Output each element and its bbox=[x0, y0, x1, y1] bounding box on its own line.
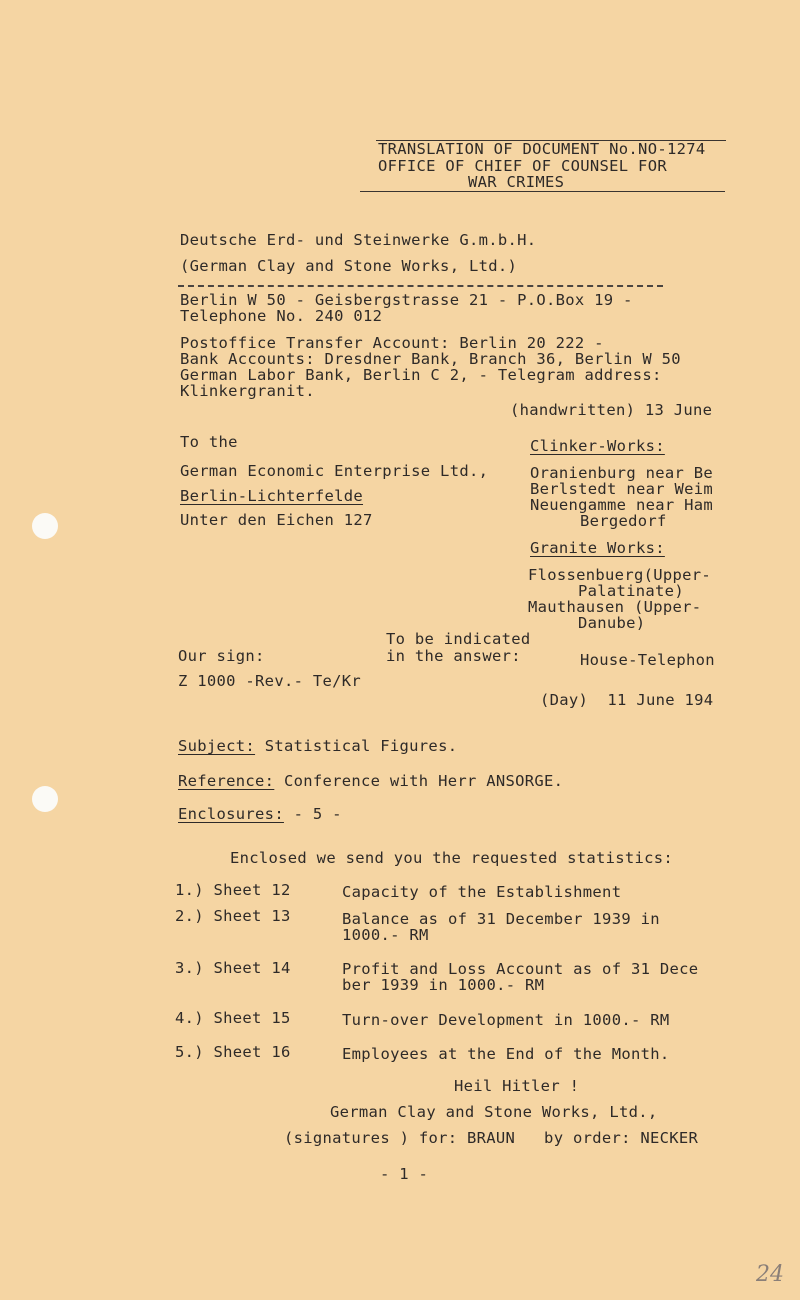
reference-label: Reference: bbox=[178, 772, 275, 790]
company-name-english: (German Clay and Stone Works, Ltd.) bbox=[180, 257, 518, 275]
indicate-line-2: in the answer: bbox=[386, 647, 521, 665]
closing-salutation: Heil Hitler ! bbox=[454, 1077, 580, 1095]
clinker-work-2: Berlstedt near Weim bbox=[530, 480, 714, 498]
letterhead-dashed-rule bbox=[178, 285, 663, 287]
subject-label: Subject: bbox=[178, 737, 256, 755]
item-1-desc: Capacity of the Establishment bbox=[342, 883, 622, 901]
page-number: - 1 - bbox=[380, 1165, 429, 1183]
item-3-number: 3.) Sheet 14 bbox=[175, 959, 291, 977]
company-address-1: Berlin W 50 - Geisbergstrasse 21 - P.O.Box 19 - bbox=[180, 291, 633, 309]
house-telephone: House-Telephon bbox=[580, 651, 715, 669]
recipient-street: Unter den Eichen 127 bbox=[180, 511, 373, 529]
punch-hole-bottom bbox=[32, 786, 58, 812]
closing-firm: German Clay and Stone Works, Ltd., bbox=[330, 1103, 658, 1121]
bank-line-4: Klinkergranit. bbox=[180, 382, 315, 400]
handwritten-date: (handwritten) 13 June bbox=[510, 401, 713, 419]
punch-hole-top bbox=[32, 513, 58, 539]
bank-line-1: Postoffice Transfer Account: Berlin 20 222 - bbox=[180, 334, 604, 352]
enclosures-line bbox=[178, 806, 342, 823]
enclosures-text: - 5 - bbox=[283, 805, 342, 823]
letter-date: (Day) 11 June 194 bbox=[540, 691, 714, 709]
company-address-2: Telephone No. 240 012 bbox=[180, 307, 383, 325]
clinker-work-4: Bergedorf bbox=[580, 512, 667, 530]
granite-work-3: Mauthausen (Upper- bbox=[528, 598, 702, 616]
item-2-desc-1: Balance as of 31 December 1939 in bbox=[342, 910, 660, 928]
intro-text: Enclosed we send you the requested statistics: bbox=[230, 849, 674, 867]
granite-work-4: Danube) bbox=[578, 614, 646, 632]
granite-works-title: Granite Works: bbox=[530, 539, 665, 557]
indicate-line-1: To be indicated bbox=[386, 630, 531, 648]
clinker-work-1: Oranienburg near Be bbox=[530, 464, 714, 482]
recipient-city: Berlin-Lichterfelde bbox=[180, 487, 364, 505]
header-line-3: WAR CRIMES bbox=[468, 173, 565, 191]
granite-work-1: Flossenbuerg(Upper- bbox=[528, 566, 712, 584]
our-sign-value: Z 1000 -Rev.- Te/Kr bbox=[178, 672, 362, 690]
item-5-number: 5.) Sheet 16 bbox=[175, 1043, 291, 1061]
subject-line bbox=[178, 738, 457, 755]
pencil-annotation: 24 bbox=[756, 1262, 784, 1287]
item-5-desc: Employees at the End of the Month. bbox=[342, 1045, 670, 1063]
recipient-to: To the bbox=[180, 433, 238, 451]
header-bottom-rule bbox=[360, 191, 725, 192]
item-2-number: 2.) Sheet 13 bbox=[175, 907, 291, 925]
closing-signatures: (signatures ) for: BRAUN by order: NECKER bbox=[284, 1129, 699, 1147]
bank-line-2: Bank Accounts: Dresdner Bank, Branch 36, Berlin W 50 bbox=[180, 350, 681, 368]
item-2-desc-2: 1000.- RM bbox=[342, 926, 429, 944]
header-line-1: TRANSLATION OF DOCUMENT No.NO-1274 bbox=[378, 140, 706, 158]
item-1-number: 1.) Sheet 12 bbox=[175, 881, 291, 899]
subject-text: Statistical Figures. bbox=[255, 737, 458, 755]
item-4-number: 4.) Sheet 15 bbox=[175, 1009, 291, 1027]
recipient-org: German Economic Enterprise Ltd., bbox=[180, 462, 489, 480]
enclosures-label: Enclosures: bbox=[178, 805, 284, 823]
our-sign-label: Our sign: bbox=[178, 647, 265, 665]
item-3-desc-1: Profit and Loss Account as of 31 Dece bbox=[342, 960, 699, 978]
reference-text: Conference with Herr ANSORGE. bbox=[274, 772, 564, 790]
company-name-german: Deutsche Erd- und Steinwerke G.m.b.H. bbox=[180, 231, 537, 249]
clinker-work-3: Neuengamme near Ham bbox=[530, 496, 714, 514]
granite-work-2: Palatinate) bbox=[578, 582, 684, 600]
item-3-desc-2: ber 1939 in 1000.- RM bbox=[342, 976, 545, 994]
bank-line-3: German Labor Bank, Berlin C 2, - Telegram address: bbox=[180, 366, 662, 384]
header-line-2: OFFICE OF CHIEF OF COUNSEL FOR bbox=[378, 157, 667, 175]
reference-line bbox=[178, 773, 563, 790]
item-4-desc: Turn-over Development in 1000.- RM bbox=[342, 1011, 670, 1029]
clinker-works-title: Clinker-Works: bbox=[530, 437, 665, 455]
